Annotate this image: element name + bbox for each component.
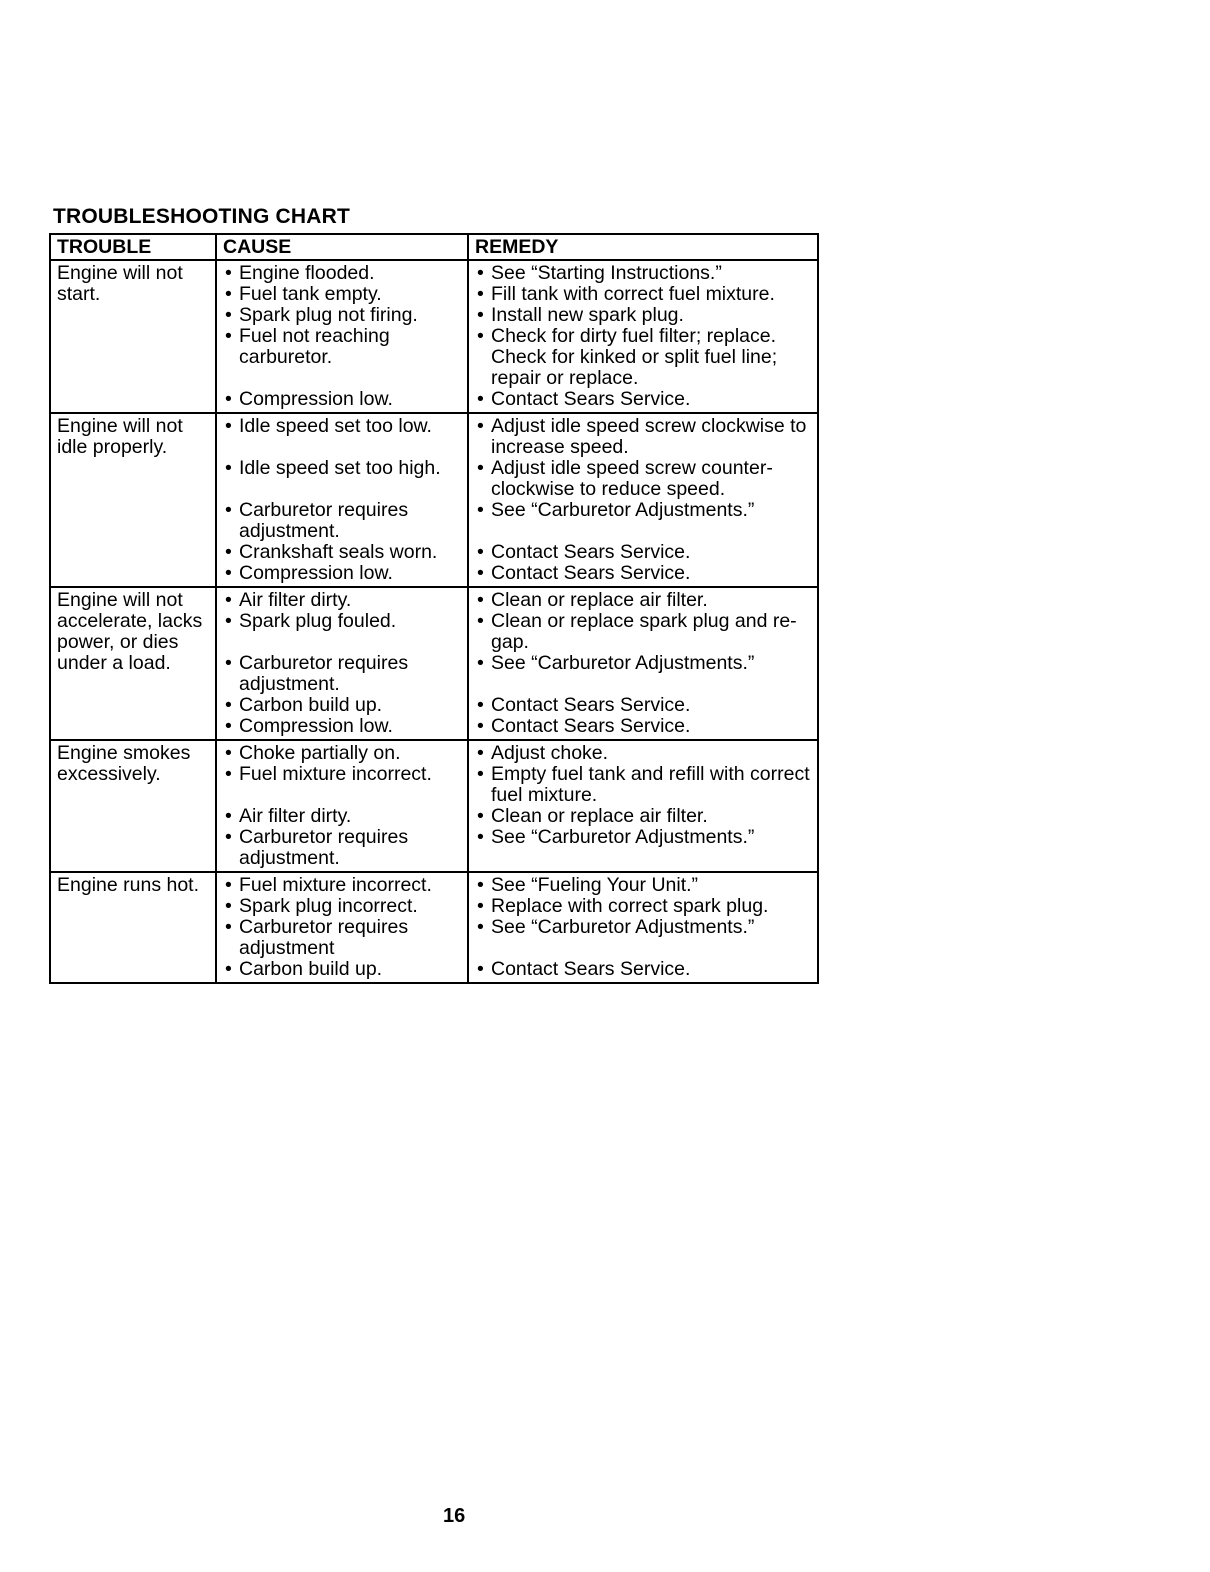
cause-item: • Compression low. (223, 389, 463, 410)
cause-item: • Crankshaft seals worn. (223, 542, 463, 563)
cause-item: • Carbon build up. (223, 959, 463, 980)
remedy-cell (468, 587, 818, 740)
remedy-cell (468, 260, 818, 413)
cause-cell (216, 260, 468, 413)
remedy-cell (468, 413, 818, 587)
remedy-item: • Contact Sears Service. (475, 959, 813, 980)
remedy-item: • Install new spark plug. (475, 305, 813, 326)
remedy-item: • Empty fuel tank and refill with correct fuel mixture. (475, 764, 813, 806)
cause-item: • Choke partially on. (223, 743, 463, 764)
cause-item: • Carburetor requires adjustment. (223, 827, 463, 869)
remedy-item: • Adjust idle speed screw clockwise to increase speed. (475, 416, 813, 458)
remedy-item: • Adjust idle speed screw counter-clockwise to reduce speed. (475, 458, 813, 500)
cause-item: • Spark plug incorrect. (223, 896, 463, 917)
table-row (50, 872, 818, 983)
cause-cell (216, 413, 468, 587)
cause-item: • Carburetor requires adjustment. (223, 500, 463, 542)
trouble-cell: Engine smokes excessively. (50, 740, 216, 872)
cause-cell (216, 740, 468, 872)
remedy-item: • Contact Sears Service. (475, 695, 813, 716)
remedy-cell (468, 872, 818, 983)
remedy-cell (468, 740, 818, 872)
header-trouble: TROUBLE (50, 234, 216, 260)
cause-item: • Engine flooded. (223, 263, 463, 284)
remedy-item: • See “Carburetor Adjustments.” (475, 653, 813, 695)
cause-item: • Carburetor requires adjustment. (223, 653, 463, 695)
cause-item: • Fuel mixture incorrect. (223, 764, 463, 806)
trouble-cell: Engine will not idle properly. (50, 413, 216, 587)
table-row (50, 413, 818, 587)
remedy-item: • Adjust choke. (475, 743, 813, 764)
cause-item: • Compression low. (223, 563, 463, 584)
remedy-item: • See “Carburetor Adjustments.” (475, 500, 813, 542)
cause-item: • Spark plug not firing. (223, 305, 463, 326)
cause-cell (216, 587, 468, 740)
cause-item: • Air filter dirty. (223, 806, 463, 827)
remedy-item: • Replace with correct spark plug. (475, 896, 813, 917)
cause-item: • Air filter dirty. (223, 590, 463, 611)
cause-item: • Fuel tank empty. (223, 284, 463, 305)
remedy-item: • Check for dirty fuel filter; replace. Check for kinked or split fuel line; repair or replace. (475, 326, 813, 389)
cause-item: • Fuel mixture incorrect. (223, 875, 463, 896)
chart-title: TROUBLESHOOTING CHART (53, 205, 351, 228)
table-row (50, 587, 818, 740)
remedy-item: • Contact Sears Service. (475, 563, 813, 584)
cause-item: • Compression low. (223, 716, 463, 737)
troubleshooting-table (49, 233, 819, 984)
table-row (50, 740, 818, 872)
page-number: 16 (443, 1505, 466, 1527)
table-header-row (50, 234, 818, 260)
cause-item: • Carburetor requires adjustment (223, 917, 463, 959)
trouble-cell: Engine runs hot. (50, 872, 216, 983)
trouble-cell: Engine will not accelerate, lacks power, or dies under a load. (50, 587, 216, 740)
header-remedy: REMEDY (468, 234, 818, 260)
troubleshooting-chart (49, 233, 817, 984)
remedy-item: • See “Starting Instructions.” (475, 263, 813, 284)
remedy-item: • Contact Sears Service. (475, 389, 813, 410)
table-row (50, 260, 818, 413)
cause-cell (216, 872, 468, 983)
cause-item: • Fuel not reaching carburetor. (223, 326, 463, 389)
cause-item: • Carbon build up. (223, 695, 463, 716)
trouble-cell: Engine will not start. (50, 260, 216, 413)
remedy-item: • Clean or replace air filter. (475, 590, 813, 611)
remedy-item: • Contact Sears Service. (475, 542, 813, 563)
remedy-item: • Clean or replace spark plug and re-gap. (475, 611, 813, 653)
remedy-item: • Contact Sears Service. (475, 716, 813, 737)
header-cause: CAUSE (216, 234, 468, 260)
remedy-item: • See “Fueling Your Unit.” (475, 875, 813, 896)
remedy-item: • Clean or replace air filter. (475, 806, 813, 827)
cause-item: • Spark plug fouled. (223, 611, 463, 653)
remedy-item: • See “Carburetor Adjustments.” (475, 827, 813, 848)
remedy-item: • Fill tank with correct fuel mixture. (475, 284, 813, 305)
cause-item: • Idle speed set too low. (223, 416, 463, 458)
remedy-item: • See “Carburetor Adjustments.” (475, 917, 813, 959)
cause-item: • Idle speed set too high. (223, 458, 463, 500)
